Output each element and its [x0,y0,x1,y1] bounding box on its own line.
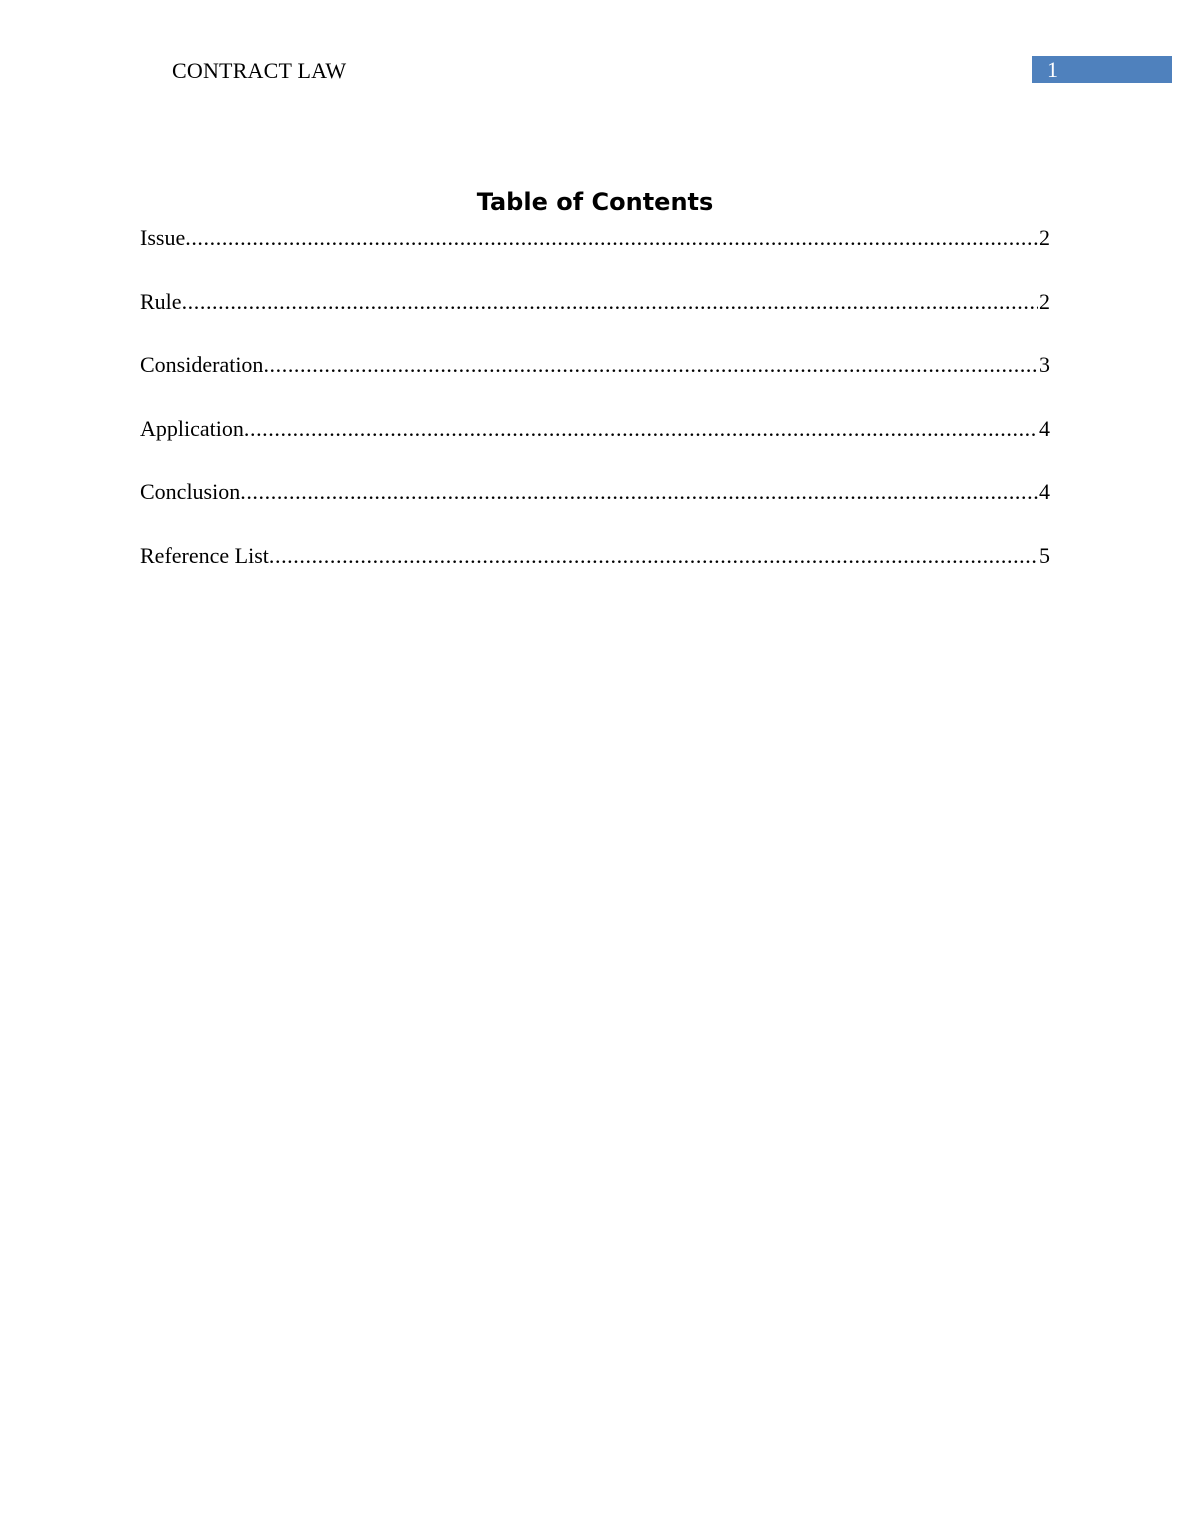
toc-entry-page: 2 [1039,288,1050,314]
toc-entry-page: 4 [1039,415,1050,441]
toc-entry-rule[interactable] [140,288,1050,316]
toc-entry-consideration[interactable] [140,351,1050,379]
toc-dot-leader [269,542,1038,570]
toc-entry-label: Rule [140,288,182,314]
toc-dot-leader [182,288,1038,316]
toc-entry-reference-list[interactable] [140,542,1050,570]
toc-entry-issue[interactable] [140,224,1050,252]
toc-dot-leader [185,224,1038,252]
toc-list [140,224,1050,605]
running-header-title: CONTRACT LAW [172,58,347,83]
toc-dot-leader [263,351,1038,379]
toc-entry-label: Conclusion [140,479,241,504]
toc-entry-page: 3 [1039,352,1050,377]
toc-entry-page: 5 [1039,542,1050,568]
toc-heading: Table of Contents [476,188,714,216]
toc-entry-label: Reference List [140,542,269,568]
toc-dot-leader [240,478,1038,506]
toc-entry-label: Consideration [140,352,264,377]
toc-entry-label: Issue [140,225,186,250]
toc-entry-application[interactable] [140,415,1050,443]
toc-entry-page: 4 [1039,479,1050,504]
page-number: 1 [1047,57,1058,82]
page-number-badge [1032,56,1172,83]
toc-entry-page: 2 [1039,225,1050,250]
toc-entry-label: Application [140,415,244,441]
toc-dot-leader [244,415,1038,443]
toc-entry-conclusion[interactable] [140,478,1050,506]
